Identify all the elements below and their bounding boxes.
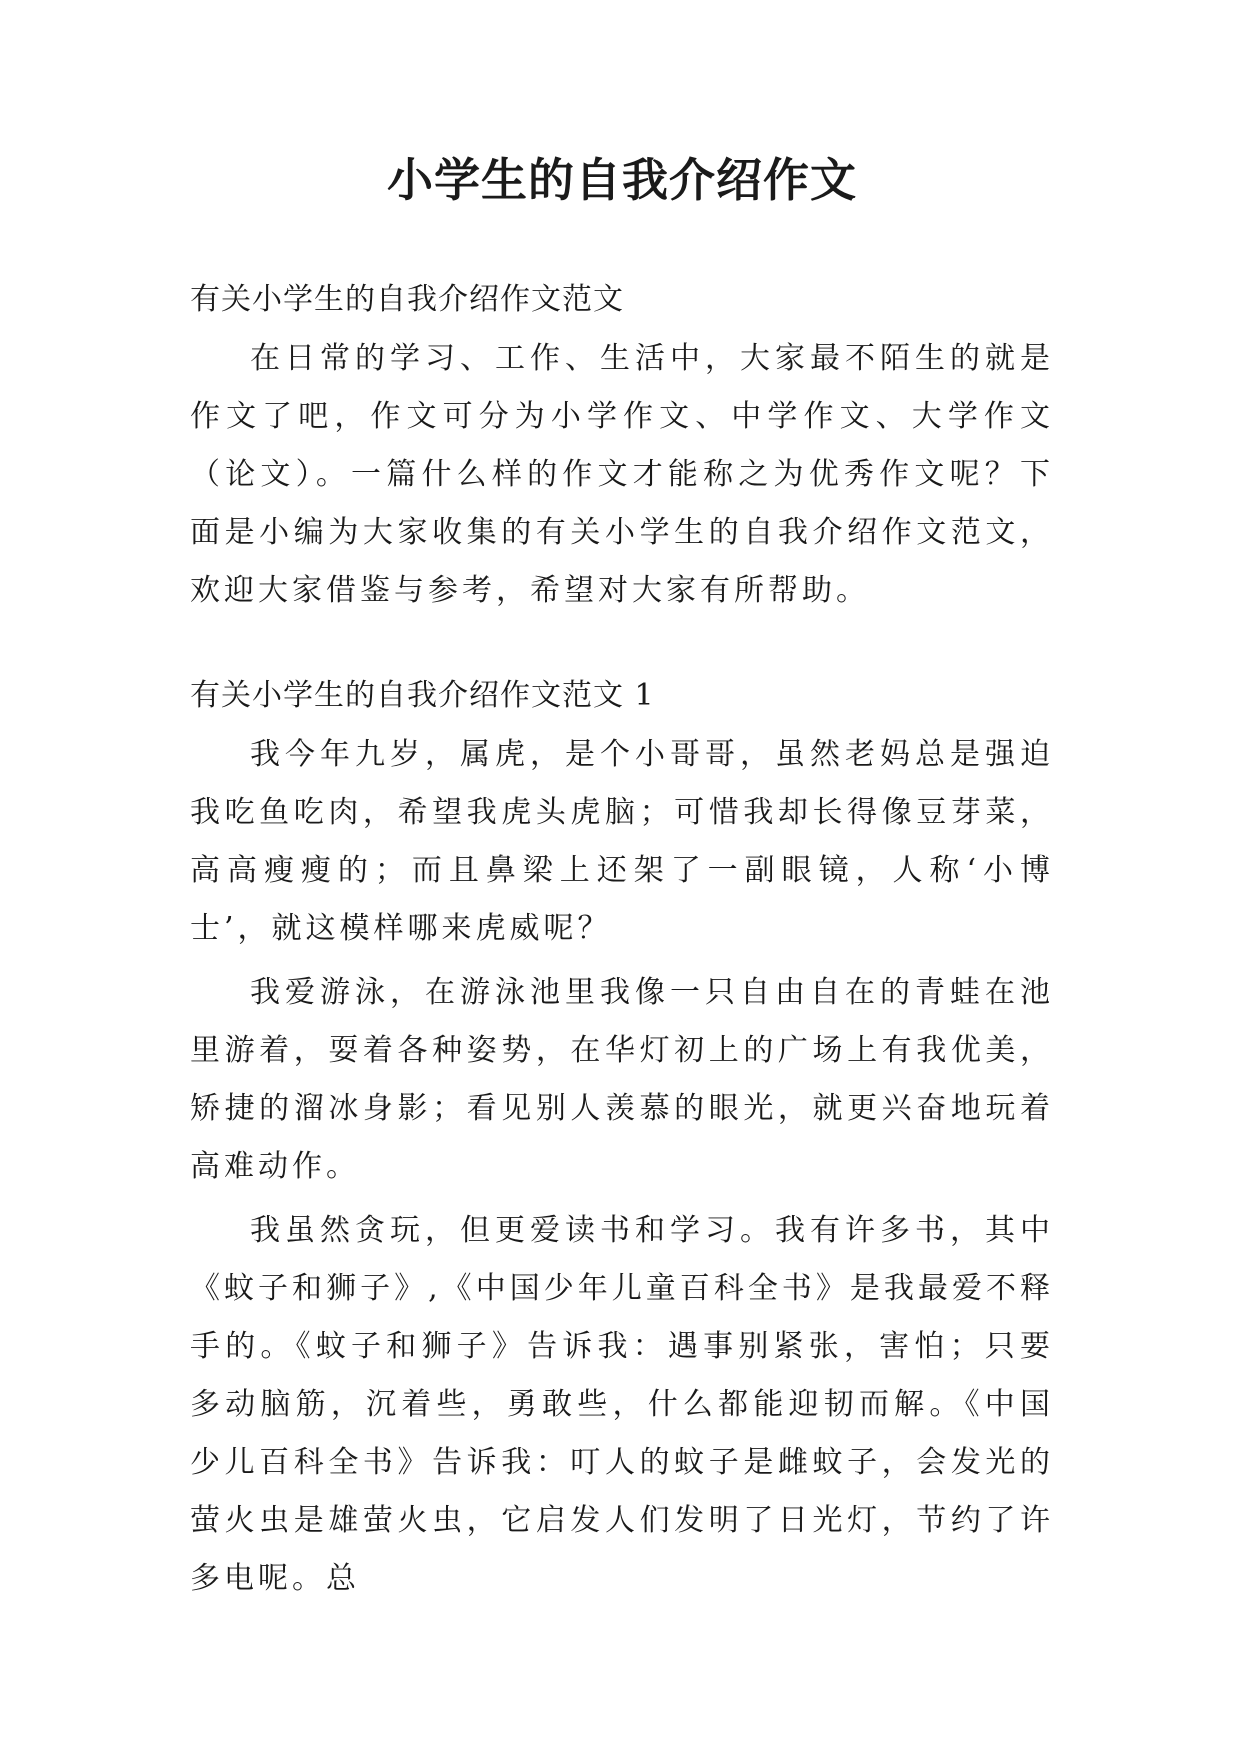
intro-paragraph: 在日常的学习、工作、生活中，大家最不陌生的就是作文了吧，作文可分为小学作文、中学作文、大学作文（论文）。一篇什么样的作文才能称之为优秀作文呢？下面是小编为大家收集的有关小学生的自我介绍作文范文，欢迎大家借鉴与参考，希望对大家有所帮助。 (190, 341, 1054, 608)
spacer (190, 620, 1054, 666)
body-paragraph-3: 我虽然贪玩，但更爱读书和学习。我有许多书，其中《蚊子和狮子》,《中国少年儿童百科全书》是我最爱不释手的。《蚊子和狮子》告诉我：遇事别紧张，害怕；只要多动脑筋，沉着些，勇敢些，什么都能迎韧而解。《中国少儿百科全书》告诉我：叮人的蚊子是雌蚊子，会发光的萤火虫是雄萤火虫，它启发人们发明了日光灯，节约了许多电呢。总 (190, 1213, 1054, 1596)
body-paragraph-1: 我今年九岁，属虎，是个小哥哥，虽然老妈总是强迫我吃鱼吃肉，希望我虎头虎脑；可惜我却长得像豆芽菜，高高瘦瘦的；而且鼻梁上还架了一副眼镜，人称‘小博士’，就这模样哪来虎威呢？ (190, 737, 1054, 946)
body-paragraph-2: 我爱游泳，在游泳池里我像一只自由自在的青蛙在池里游着，耍着各种姿势，在华灯初上的广场上有我优美，矫捷的溜冰身影；看见别人羡慕的眼光，就更兴奋地玩着高难动作。 (190, 975, 1054, 1184)
document-page (190, 140, 1054, 1608)
section-heading: 有关小学生的自我介绍作文范文 1 (190, 678, 655, 713)
document-title: 小学生的自我介绍作文 (387, 153, 857, 207)
intro-heading: 有关小学生的自我介绍作文范文 (190, 282, 624, 317)
spacer (190, 220, 1054, 270)
